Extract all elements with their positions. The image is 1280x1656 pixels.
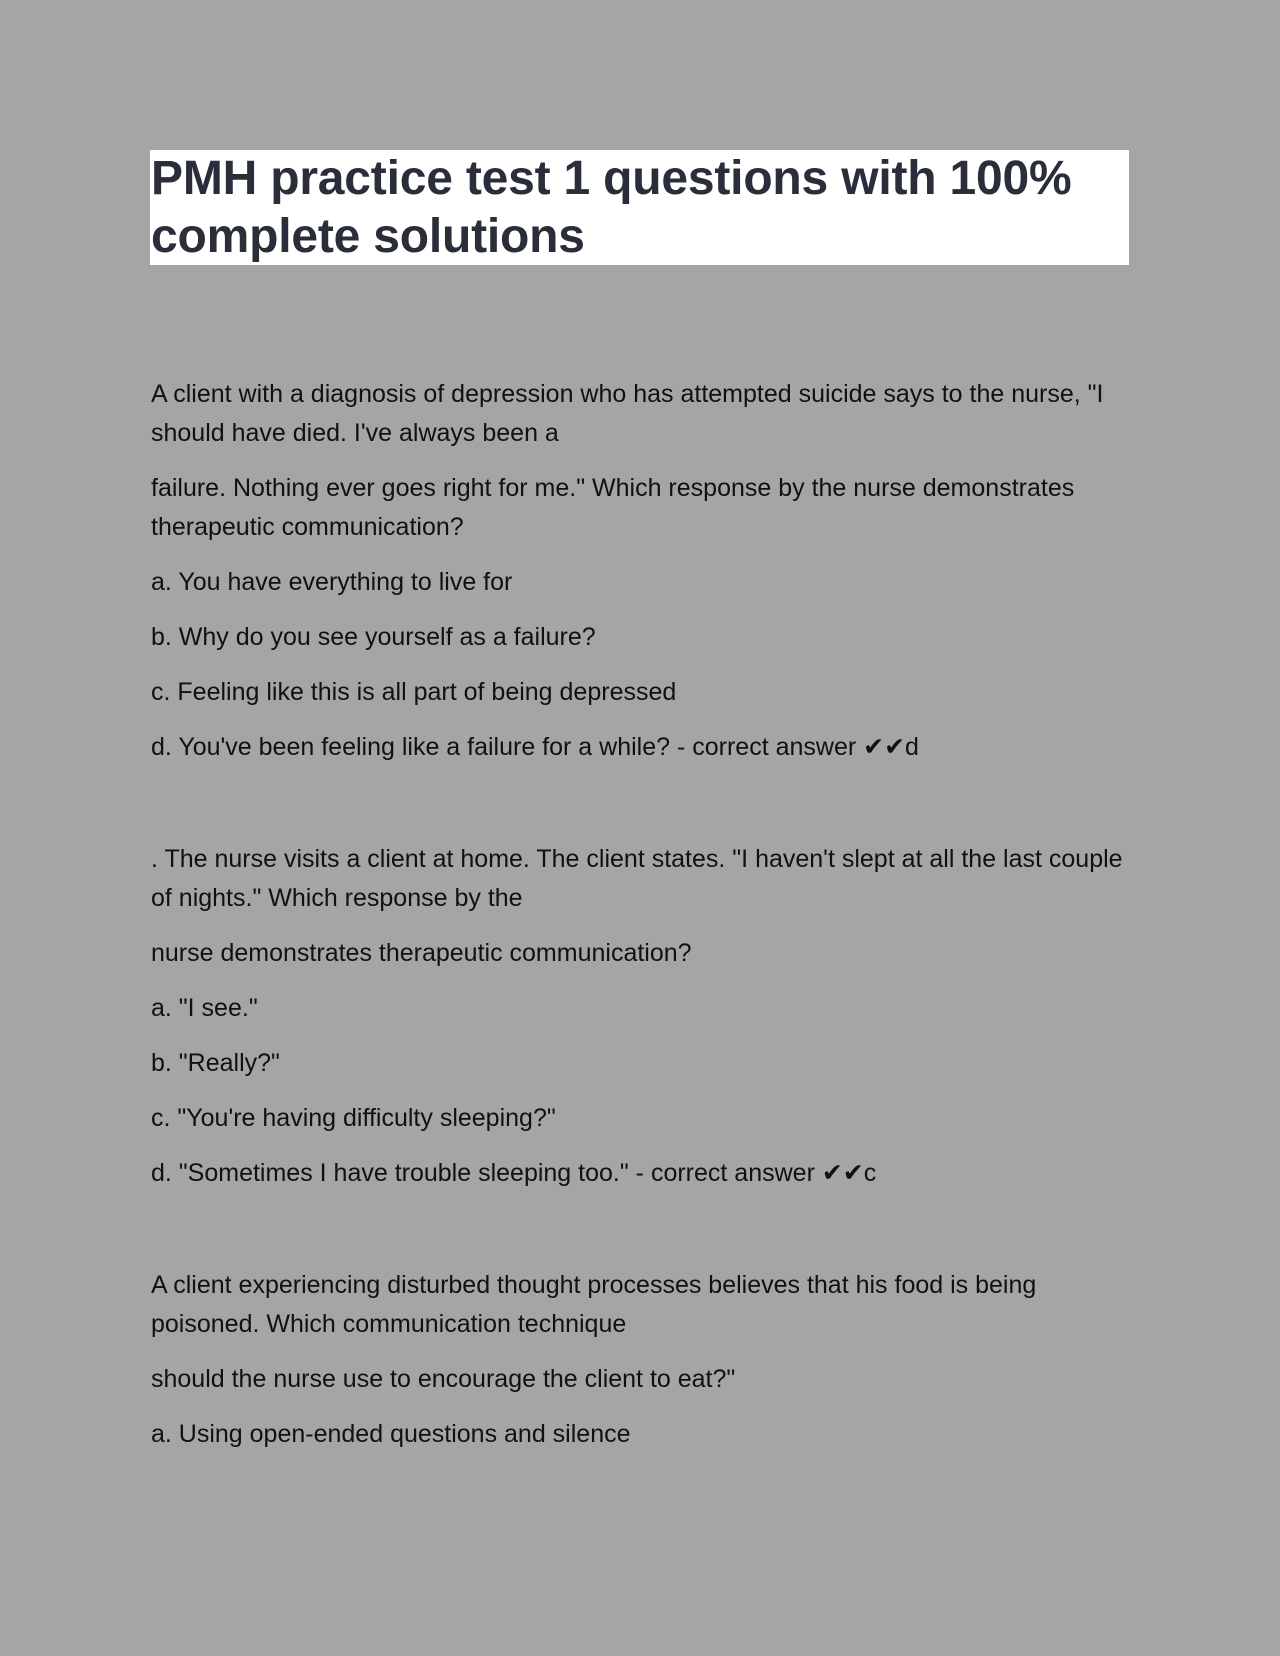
question-3-option-a: a. Using open-ended questions and silence [151,1420,631,1448]
question-3-stem-part1: A client experiencing disturbed thought processes believes that his food is being poisoned. Which communication technique [151,1271,1037,1338]
question-1-stem-part1: A client with a diagnosis of depression who has attempted suicide says to the nurse, "I should have died. I've always been a [151,380,1104,447]
question-1-option-a: a. You have everything to live for [151,568,513,596]
question-2-stem-part2: nurse demonstrates therapeutic communication? [151,939,692,967]
question-2-stem-part1: . The nurse visits a client at home. The client states. "I haven't slept at all the last couple of nights." Which response by the [151,845,1123,912]
question-1-option-b: b. Why do you see yourself as a failure? [151,623,596,651]
title-highlight-box [150,150,1129,265]
question-1-stem-part2: failure. Nothing ever goes right for me." Which response by the nurse demonstrates therapeutic communication? [151,474,1075,541]
question-1-option-d: d. You've been feeling like a failure for a while? - correct answer ✔✔d [151,733,919,761]
question-1-option-c: c. Feeling like this is all part of being depressed [151,678,677,706]
question-2-option-b: b. "Really?" [151,1049,280,1077]
question-3-stem-part2: should the nurse use to encourage the client to eat?" [151,1365,736,1393]
document-title: PMH practice test 1 questions with 100% complete solutions [151,152,1072,263]
question-2-option-c: c. "You're having difficulty sleeping?" [151,1104,556,1132]
question-2-option-d: d. "Sometimes I have trouble sleeping too." - correct answer ✔✔c [151,1159,877,1187]
question-2-option-a: a. "I see." [151,994,258,1022]
